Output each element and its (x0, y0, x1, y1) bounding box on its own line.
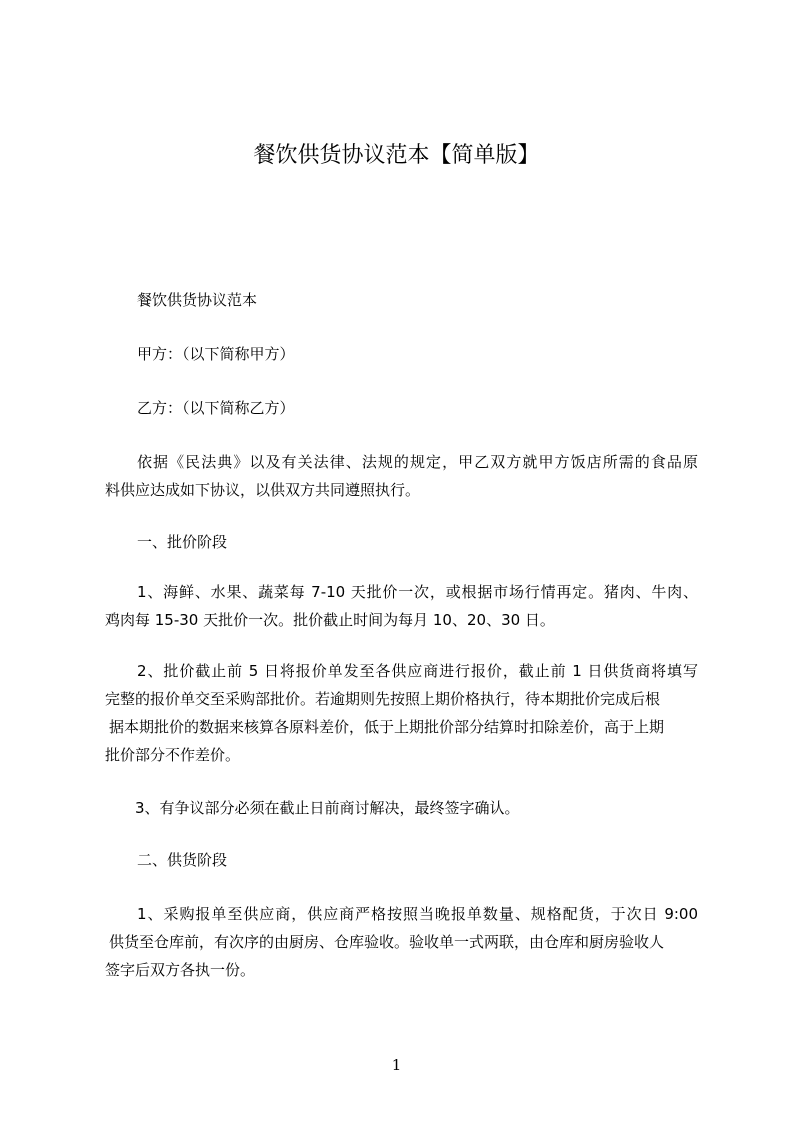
section-1-item-2-line: 2、批价截止前 5 日将报价单发至各供应商进行报价，截止前 1 日供货商将填写 (137, 662, 698, 680)
party-b-paragraph (105, 394, 698, 422)
party-b-text: 乙方：（以下简称乙方） (137, 399, 295, 417)
subtitle-text: 餐饮供货协议范本 (137, 291, 258, 309)
preamble-line: 料供应达成如下协议，以供双方共同遵照执行。 (105, 481, 421, 499)
section-1-item-3 (105, 794, 698, 822)
section-2-item-1-line: 签字后双方各执一份。 (105, 961, 256, 979)
subtitle-paragraph (105, 286, 698, 314)
section-2-heading (105, 846, 698, 874)
section-2-heading-text: 二、供货阶段 (137, 851, 228, 869)
section-2-item-1-line: 1、采购报单至供应商，供应商严格按照当晚报单数量、规格配货，于次日 9:00 (137, 905, 698, 923)
section-1-heading-text: 一、批价阶段 (137, 533, 228, 551)
section-1-item-2-line: 批价部分不作差价。 (105, 746, 241, 764)
section-1-item-2-line: 完整的报价单交至采购部批价。若逾期则先按照上期价格执行，待本期批价完成后根 (105, 690, 661, 708)
section-1-item-1-line: 鸡肉每 15-30 天批价一次。批价截止时间为每月 10、20、30 日。 (105, 611, 555, 629)
section-1-item-1 (105, 578, 698, 634)
party-a-paragraph (105, 340, 698, 368)
section-1-item-2-line: 据本期批价的数据来核算各原料差价，低于上期批价部分结算时扣除差价，高于上期 (109, 718, 665, 736)
page-number: 1 (391, 1056, 402, 1074)
section-1-item-3-text: 3、有争议部分必须在截止日前商讨解决，最终签字确认。 (135, 799, 520, 817)
preamble-paragraph (105, 448, 698, 504)
section-1-item-1-line: 1、海鲜、水果、蔬菜每 7-10 天批价一次，或根据市场行情再定。猪肉、牛肉、 (137, 583, 698, 601)
section-1-item-2 (105, 657, 698, 769)
section-2-item-1 (105, 900, 698, 984)
section-2-item-1-line: 供货至仓库前，有次序的由厨房、仓库验收。验收单一式两联，由仓库和厨房验收人 (109, 933, 665, 951)
section-1-heading (105, 528, 698, 556)
document-title: 餐饮供货协议范本【简单版】 (253, 143, 540, 168)
party-a-text: 甲方：（以下简称甲方） (137, 345, 295, 363)
preamble-line: 依据《民法典》以及有关法律、法规的规定，甲乙双方就甲方饭店所需的食品原 (137, 453, 698, 471)
